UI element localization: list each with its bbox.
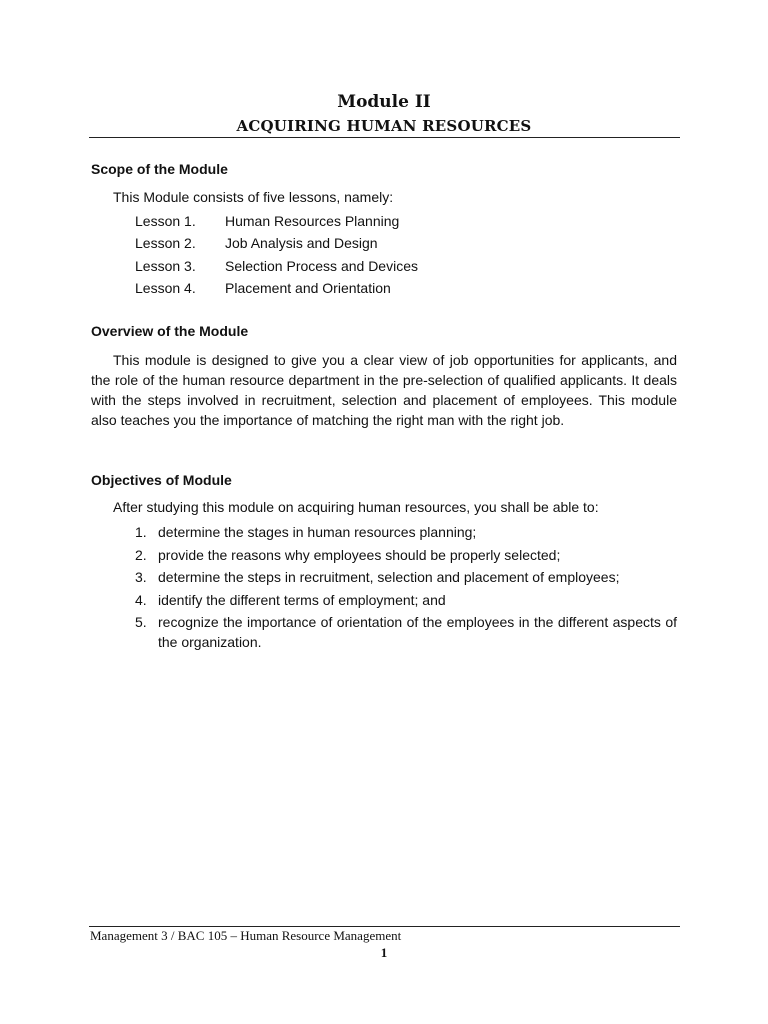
objective-item <box>135 567 677 587</box>
objective-text: provide the reasons why employees should be properly selected; <box>158 547 561 563</box>
lesson-number: Lesson 4. <box>135 280 196 296</box>
header-divider <box>89 137 680 138</box>
scope-intro: This Module consists of five lessons, namely: <box>113 189 394 205</box>
overview-paragraph: This module is designed to give you a clear view of job opportunities for applicants, and the role of the human resource department in the pre-selection of qualified applicants. It deals with the steps involved in recruitment, selection and placement of employees. This module also teaches you the importance of matching the right man with the right job. <box>91 352 677 428</box>
objective-number: 4. <box>135 592 147 608</box>
objective-number: 3. <box>135 569 147 585</box>
module-subtitle: ACQUIRING HUMAN RESOURCES <box>236 117 532 135</box>
objective-item <box>135 522 677 542</box>
objective-text: identify the different terms of employment; and <box>158 592 446 608</box>
objectives-heading: Objectives of Module <box>91 472 232 488</box>
objective-number: 1. <box>135 524 147 540</box>
lesson-number: Lesson 1. <box>135 213 196 229</box>
page-number: 1 <box>380 945 388 960</box>
objective-item <box>135 612 677 652</box>
objective-text: determine the steps in recruitment, selection and placement of employees; <box>158 569 620 585</box>
objective-item <box>135 590 677 610</box>
footer-divider <box>89 926 680 927</box>
objective-number: 2. <box>135 547 147 563</box>
objective-item <box>135 545 677 565</box>
overview-heading: Overview of the Module <box>91 323 249 339</box>
lesson-title: Human Resources Planning <box>225 213 400 229</box>
objective-number: 5. <box>135 614 147 630</box>
lesson-title: Placement and Orientation <box>225 280 391 296</box>
lesson-title: Selection Process and Devices <box>225 258 418 274</box>
footer-course: Management 3 / BAC 105 – Human Resource Management <box>90 928 402 943</box>
lesson-title: Job Analysis and Design <box>225 235 378 251</box>
objective-text: determine the stages in human resources planning; <box>158 524 477 540</box>
scope-heading: Scope of the Module <box>91 161 228 177</box>
lesson-number: Lesson 3. <box>135 258 196 274</box>
lesson-number: Lesson 2. <box>135 235 196 251</box>
objectives-intro: After studying this module on acquiring human resources, you shall be able to: <box>113 499 599 515</box>
module-title: Module II <box>337 92 431 112</box>
objective-text: recognize the importance of orientation of the employees in the different aspects of the organization. <box>158 614 677 650</box>
